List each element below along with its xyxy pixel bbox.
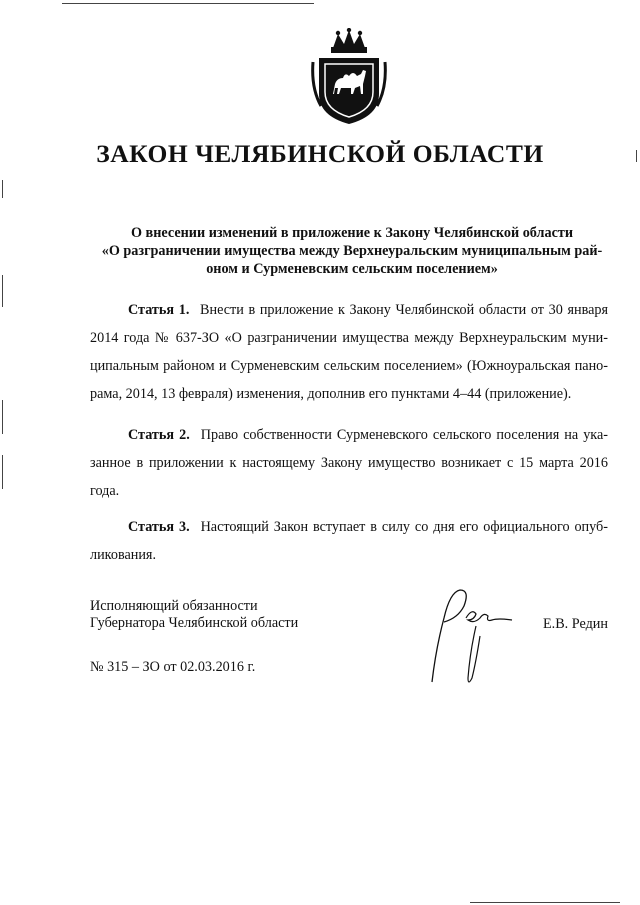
article-label: Статья 2. xyxy=(128,427,190,443)
article-text: Внести в приложение к Закону Челябинской области от 30 января 2014 года № 637-ЗО «О разграничении имущества между Верхнеуральским муни-ципальным районом и Сурменевским сельским поселением» (Южноуральская пано-рама, 2014, 13 февраля) изменения, дополнив его пунктами 4–44 (приложение). xyxy=(90,302,609,402)
article-1 xyxy=(90,296,608,408)
article-2 xyxy=(90,421,608,505)
subtitle-line: О внесении изменений в приложение к Закону Челябинской области xyxy=(130,225,574,241)
position-line: Исполняющий обязанности xyxy=(90,598,258,614)
scan-artifact-left xyxy=(2,455,3,489)
scan-artifact-top xyxy=(62,3,314,4)
page-title: ЗАКОН ЧЕЛЯБИНСКОЙ ОБЛАСТИ xyxy=(96,139,544,168)
article-3 xyxy=(90,513,608,569)
position-line: Губернатора Челябинской области xyxy=(90,615,299,631)
signatory-name: Е.В. Редин xyxy=(543,616,608,632)
article-text: Право собственности Сурменевского сельского поселения на ука-занное в приложении к настоящему Закону имущество возникает с 15 марта 2016 года. xyxy=(90,427,609,499)
article-label: Статья 3. xyxy=(128,519,190,535)
scan-artifact-bottom xyxy=(470,902,620,903)
scan-artifact-left xyxy=(2,275,3,307)
article-label: Статья 1. xyxy=(128,302,190,318)
signatory-position xyxy=(90,598,298,632)
scan-artifact-left xyxy=(2,400,3,434)
law-subtitle xyxy=(92,224,612,278)
handwritten-signature-icon xyxy=(414,578,514,690)
article-text: Настоящий Закон вступает в силу со дня его официального опуб-ликования. xyxy=(90,519,608,563)
law-number: № 315 – ЗО от 02.03.2016 г. xyxy=(90,659,256,675)
subtitle-line: оном и Сурменевским сельским поселением» xyxy=(206,261,498,277)
chelyabinsk-coat-of-arms-icon xyxy=(311,28,387,126)
subtitle-line: «О разграничении имущества между Верхнеуральским муниципальным рай- xyxy=(101,243,603,259)
scan-artifact-left xyxy=(2,180,3,198)
